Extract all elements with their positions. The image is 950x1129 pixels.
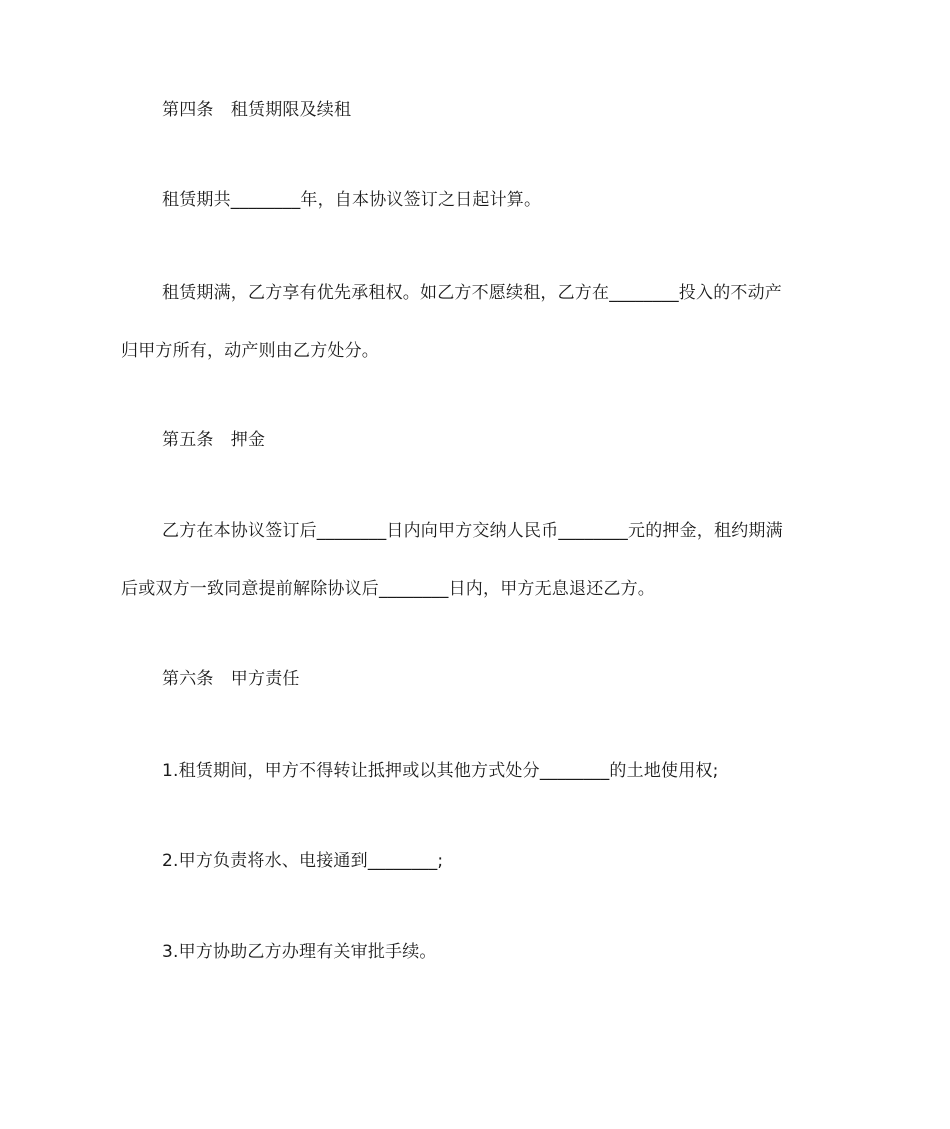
article-4-heading: 第四条 租赁期限及续租 — [162, 100, 352, 120]
renewal-paragraph-line-1: 租赁期满，乙方享有优先承租权。如乙方不愿续租，乙方在________投入的不动产 — [162, 283, 782, 303]
article-6-heading: 第六条 甲方责任 — [162, 669, 300, 689]
deposit-paragraph-line-2: 后或双方一致同意提前解除协议后________日内，甲方无息退还乙方。 — [121, 579, 655, 599]
party-a-duty-3: 3.甲方协助乙方办理有关审批手续。 — [162, 942, 437, 962]
article-5-heading: 第五条 押金 — [162, 430, 266, 450]
renewal-paragraph-line-2: 归甲方所有，动产则由乙方处分。 — [121, 341, 379, 361]
deposit-paragraph-line-1: 乙方在本协议签订后________日内向甲方交纳人民币________元的押金，租约期满 — [162, 521, 783, 541]
party-a-duty-2: 2.甲方负责将水、电接通到________; — [162, 851, 444, 871]
party-a-duty-1: 1.租赁期间，甲方不得转让抵押或以其他方式处分________的土地使用权; — [162, 761, 719, 781]
lease-term-paragraph: 租赁期共________年，自本协议签订之日起计算。 — [162, 190, 542, 210]
